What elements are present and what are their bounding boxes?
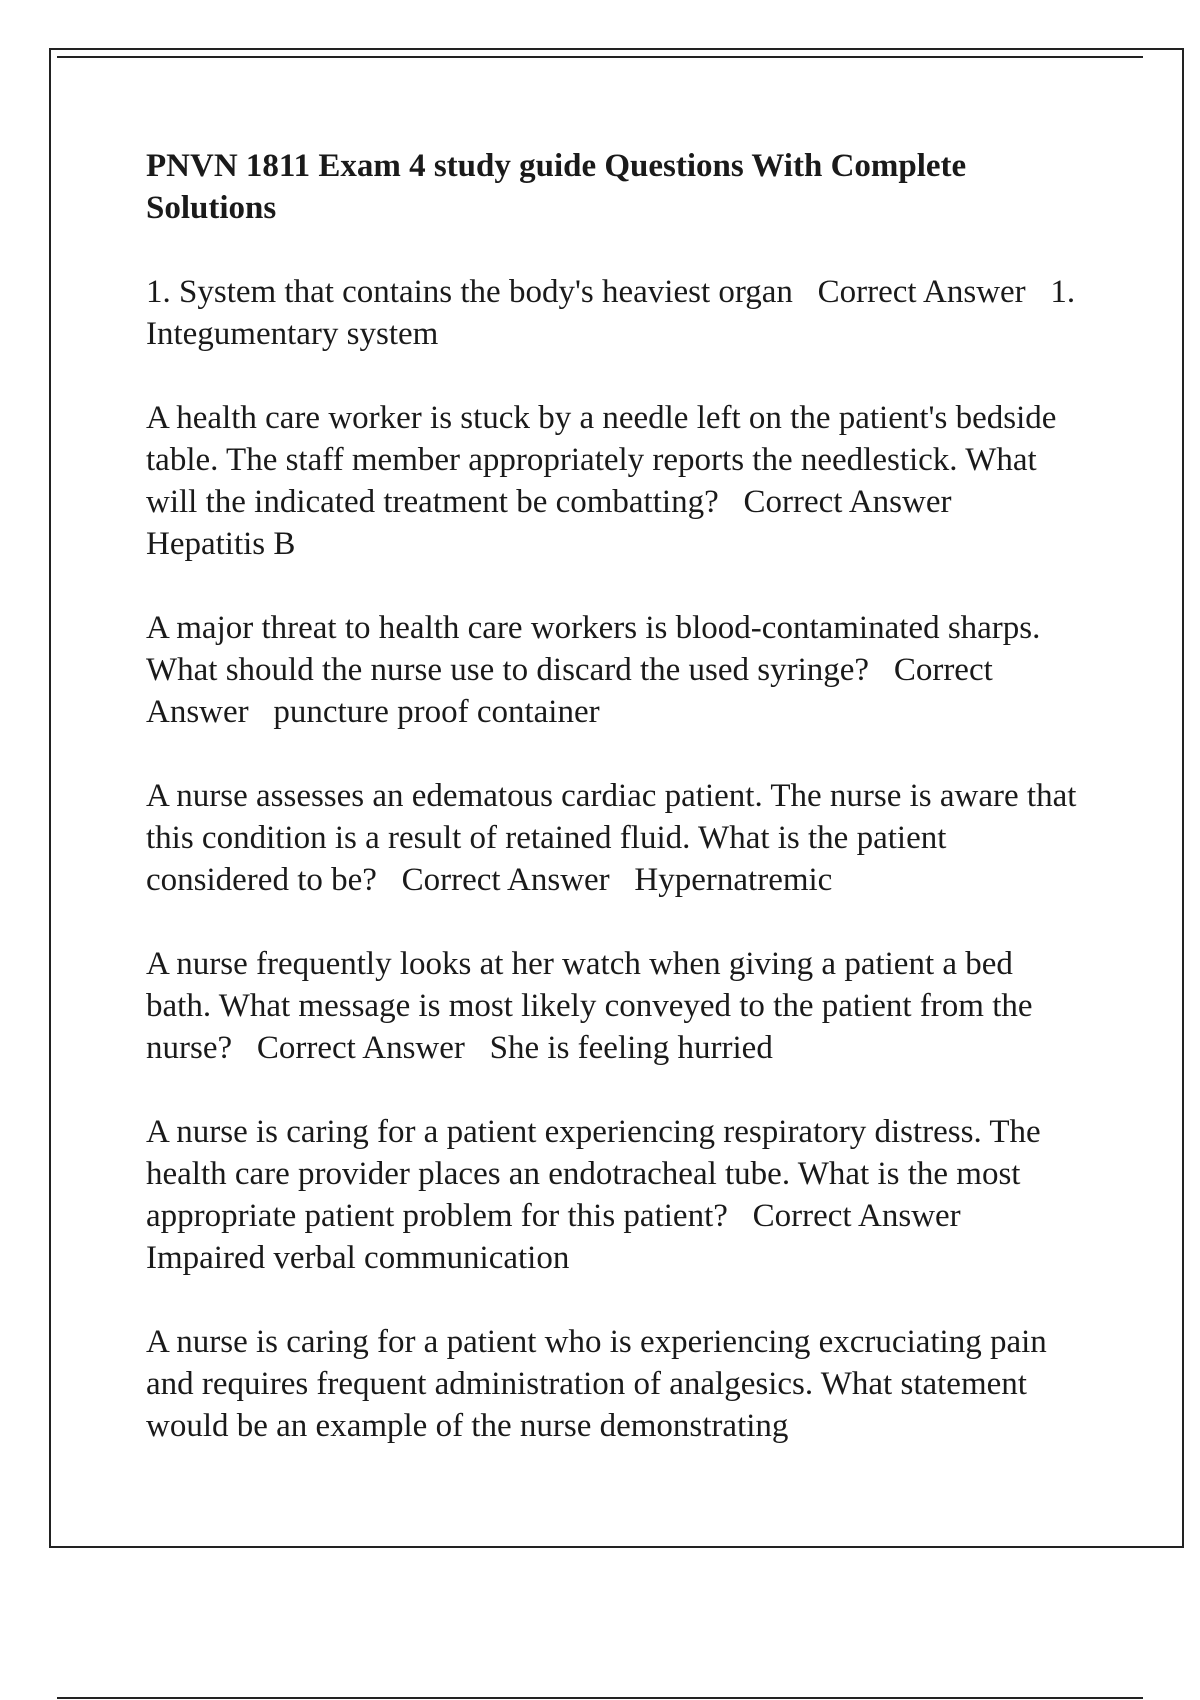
document-body — [146, 145, 1086, 1489]
qa-item: A health care worker is stuck by a needle left on the patient's bedside table. The staff member appropriately reports the needlestick. What will the indicated treatment be combatting? Correct Answer Hepatitis B — [146, 400, 1065, 562]
qa-item: A nurse is caring for a patient experiencing respiratory distress. The health care provider places an endotracheal tube. What is the most appropriate patient problem for this patient? Correct Answer Impaired verbal communication — [146, 1114, 1049, 1276]
bottom-divider — [57, 1697, 1143, 1699]
qa-item: A nurse frequently looks at her watch when giving a patient a bed bath. What message is most likely conveyed to the patient from the nurse? Correct Answer She is feeling hurried — [146, 946, 1041, 1066]
top-divider — [57, 56, 1143, 58]
qa-item: A major threat to health care workers is blood-contaminated sharps. What should the nurse use to discard the used syringe? Correct Answer puncture proof container — [146, 610, 1049, 730]
qa-item: A nurse is caring for a patient who is experiencing excruciating pain and requires frequent administration of analgesics. What statement would be an example of the nurse demonstrating — [146, 1324, 1056, 1444]
qa-item: 1. System that contains the body's heaviest organ Correct Answer 1. Integumentary system — [146, 274, 1084, 352]
document-title: PNVN 1811 Exam 4 study guide Questions With Complete Solutions — [146, 148, 967, 226]
qa-item: A nurse assesses an edematous cardiac patient. The nurse is aware that this condition is a result of retained fluid. What is the patient considered to be? Correct Answer Hypernatremic — [146, 778, 1085, 898]
